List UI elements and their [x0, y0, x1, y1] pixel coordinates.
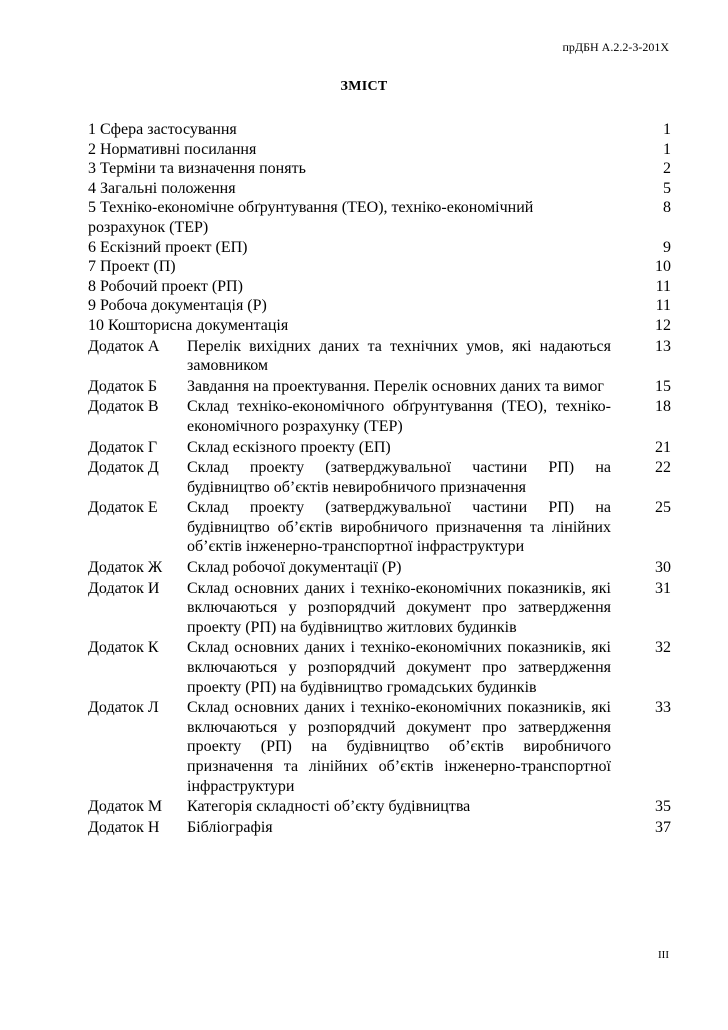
- appendix-title: Завдання на проектування. Перелік основних даних та вимог: [187, 377, 604, 395]
- toc-entry[interactable]: [88, 238, 671, 258]
- appendix-entry[interactable]: [88, 797, 671, 817]
- appendix-title: Категорія складності об’єкту будівництва: [187, 798, 471, 816]
- appendix-entry[interactable]: [88, 458, 671, 497]
- appendix-label: Додаток Г: [88, 438, 158, 456]
- appendix-page: 32: [655, 639, 671, 657]
- appendix-page: 13: [655, 337, 671, 355]
- appendix-title: Склад основних даних і техніко-економічних показників, які включаються у розпорядчий документ про затвердження проекту (РП) на будівництво громадських будинків: [187, 639, 611, 696]
- toc-entry-page: 9: [663, 238, 671, 256]
- appendix-title: Склад ескізного проекту (ЕП): [187, 438, 391, 456]
- toc-entry-title: 2 Нормативні посилання: [88, 140, 257, 158]
- appendix-label: Додаток Н: [88, 818, 160, 836]
- appendix-label: Додаток Б: [88, 377, 158, 395]
- toc-entry[interactable]: [88, 296, 671, 316]
- appendix-title: Бібліографія: [187, 818, 273, 836]
- appendix-label: Додаток Е: [88, 499, 158, 517]
- appendix-title: Склад проекту (затверджувальної частини РП) на будівництво об’єктів невиробничого призначення: [187, 459, 611, 496]
- appendix-title: Склад основних даних і техніко-економічних показників, які включаються у розпорядчий документ про затвердження проекту (РП) на будівництво об’єктів виробничого призначення та лінійних об’єктів інженерно-транспортної інфраструктури: [187, 699, 611, 795]
- appendix-title: Перелік вихідних даних та технічних умов, які надаються замовником: [187, 337, 611, 375]
- toc-entry[interactable]: [88, 257, 671, 277]
- toc-entry-title: 1 Сфера застосування: [88, 121, 237, 138]
- appendix-entry[interactable]: [88, 638, 671, 697]
- appendix-list: [88, 337, 671, 838]
- appendix-label: Додаток Ж: [88, 559, 163, 577]
- toc-entry-page: 11: [655, 277, 671, 295]
- appendix-label: Додаток И: [88, 579, 160, 597]
- page-title: ЗМІСТ: [340, 79, 388, 94]
- section-list: [88, 120, 671, 336]
- appendix-page: 33: [655, 699, 671, 717]
- toc-entry-page: 1: [663, 121, 671, 138]
- page-number: III: [658, 949, 669, 961]
- toc-entry-page: 12: [655, 316, 671, 334]
- toc-entry[interactable]: [88, 277, 671, 297]
- document-code: прДБН А.2.2-3-201Х: [562, 40, 669, 54]
- toc-entry-page: 2: [663, 160, 671, 178]
- appendix-page: 35: [655, 798, 671, 816]
- appendix-entry[interactable]: [88, 579, 671, 638]
- appendix-page: 31: [655, 579, 671, 597]
- toc-entry[interactable]: [88, 316, 671, 336]
- appendix-page: 22: [655, 459, 671, 477]
- toc-entry-title: 3 Терміни та визначення понять: [88, 160, 306, 178]
- toc-entry-title: 5 Техніко-економічне обґрунтування (ТЕО), техніко-економічний розрахунок (ТЕР): [88, 199, 534, 236]
- toc-entry-page: 8: [663, 199, 671, 217]
- toc-entry[interactable]: [88, 140, 671, 160]
- appendix-entry[interactable]: [88, 377, 671, 397]
- toc-entry-title: 9 Робоча документація (Р): [88, 297, 267, 315]
- appendix-page: 21: [655, 438, 671, 456]
- toc-entry-page: 1: [663, 140, 671, 158]
- appendix-page: 18: [655, 398, 671, 416]
- toc-entry[interactable]: [88, 120, 671, 140]
- table-of-contents: [88, 120, 671, 837]
- appendix-title: Склад робочої документації (Р): [187, 559, 402, 577]
- appendix-label: Додаток А: [88, 337, 160, 355]
- toc-entry-title: 8 Робочий проект (РП): [88, 277, 243, 295]
- appendix-page: 37: [655, 818, 671, 836]
- appendix-label: Додаток М: [88, 798, 163, 816]
- appendix-entry[interactable]: [88, 397, 671, 436]
- appendix-entry[interactable]: [88, 438, 671, 458]
- toc-entry-title: 4 Загальні положення: [88, 179, 236, 197]
- appendix-label: Додаток В: [88, 398, 159, 416]
- appendix-page: 15: [655, 377, 671, 395]
- appendix-entry[interactable]: [88, 558, 671, 578]
- toc-entry[interactable]: [88, 159, 671, 179]
- toc-entry-page: 5: [663, 179, 671, 197]
- toc-entry[interactable]: [88, 198, 671, 237]
- appendix-title: Склад основних даних і техніко-економічних показників, які включаються у розпорядчий документ про затвердження проекту (РП) на будівництво житлових будинків: [187, 579, 611, 636]
- toc-entry[interactable]: [88, 179, 671, 199]
- toc-entry-title: 10 Кошторисна документація: [88, 316, 289, 334]
- appendix-entry[interactable]: [88, 818, 671, 838]
- appendix-label: Додаток К: [88, 639, 159, 657]
- appendix-label: Додаток Л: [88, 699, 159, 717]
- appendix-page: 30: [655, 559, 671, 577]
- appendix-entry[interactable]: [88, 498, 671, 557]
- toc-entry-title: 7 Проект (П): [88, 258, 176, 276]
- appendix-entry[interactable]: [88, 698, 671, 796]
- toc-entry-page: 11: [655, 297, 671, 315]
- appendix-entry[interactable]: [88, 337, 671, 376]
- appendix-title: Склад проекту (затверджувальної частини РП) на будівництво об’єктів виробничого призначення та лінійних об’єктів інженерно-транспортної інфраструктури: [187, 499, 611, 556]
- toc-entry-page: 10: [655, 258, 671, 276]
- toc-entry-title: 6 Ескізний проект (ЕП): [88, 238, 248, 256]
- appendix-title: Склад техніко-економічного обґрунтування (ТЕО), техніко-економічного розрахунку (ТЕР): [187, 398, 611, 435]
- appendix-page: 25: [655, 499, 671, 517]
- appendix-label: Додаток Д: [88, 459, 159, 477]
